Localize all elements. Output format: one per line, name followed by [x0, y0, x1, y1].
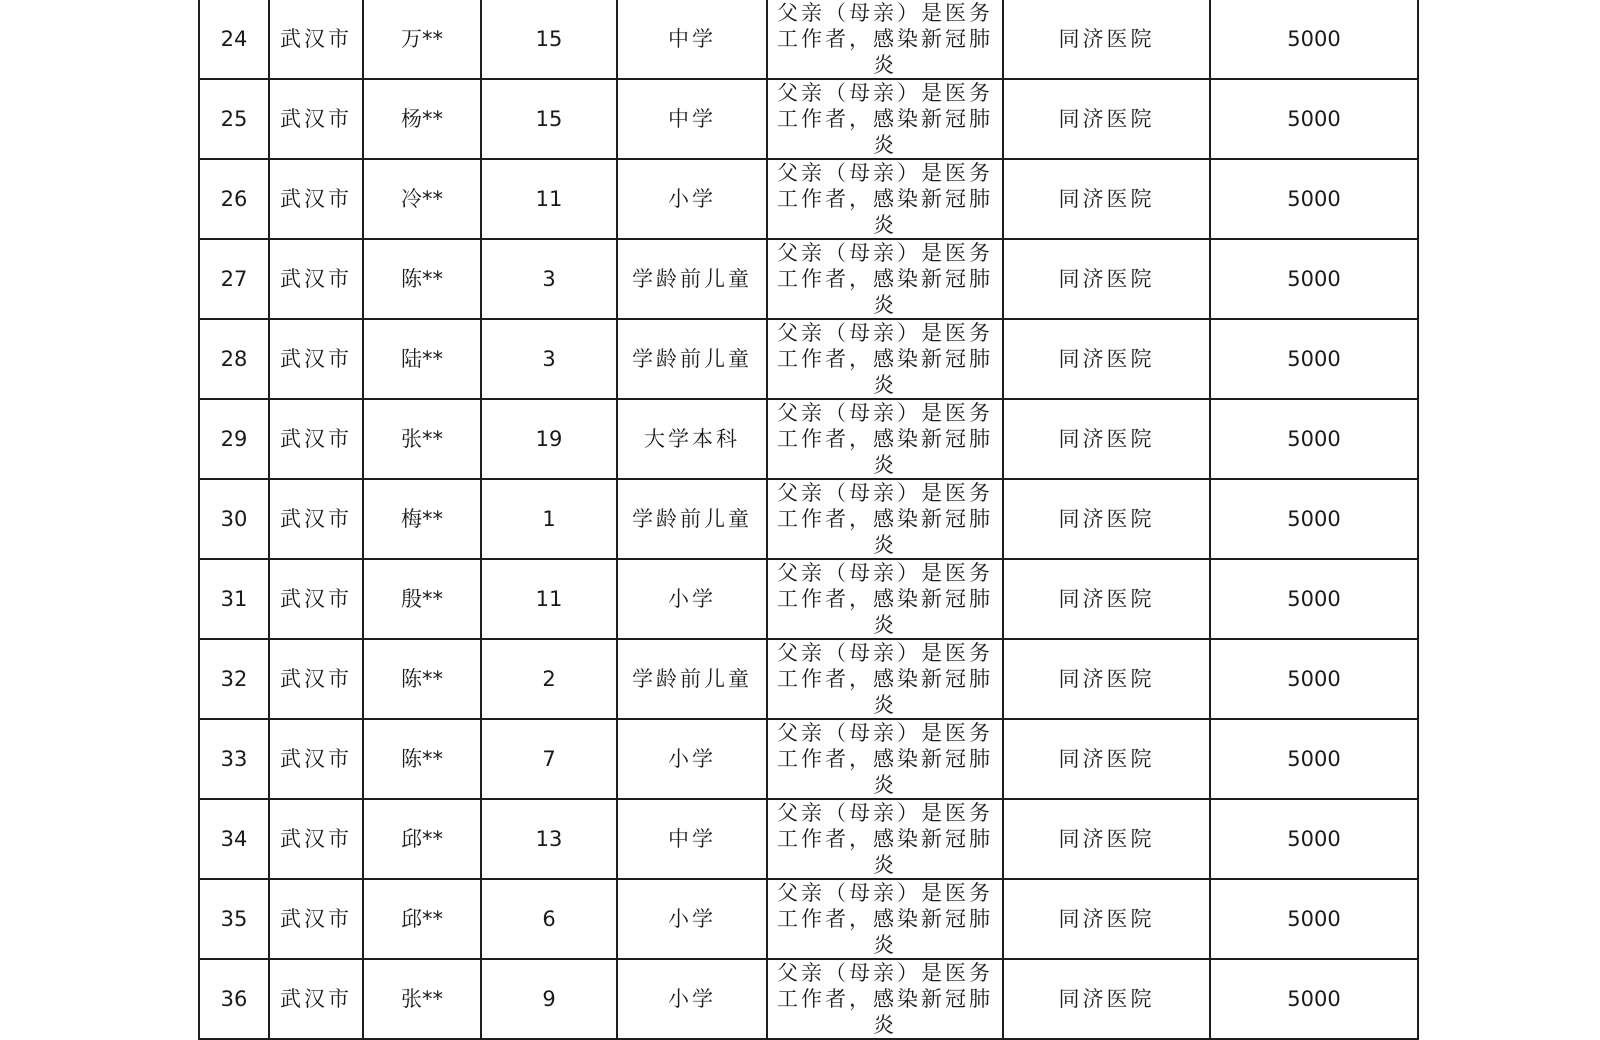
cell-hospital: 同济医院: [1003, 479, 1210, 559]
cell-number: 25: [199, 79, 269, 159]
cell-age: 15: [481, 0, 617, 79]
table-row: [199, 79, 1418, 159]
cell-number: 26: [199, 159, 269, 239]
cell-age: 11: [481, 559, 617, 639]
cell-amount: 5000: [1210, 319, 1418, 399]
cell-name: 陈**: [363, 239, 481, 319]
cell-age: 1: [481, 479, 617, 559]
table-row: [199, 639, 1418, 719]
cell-amount: 5000: [1210, 479, 1418, 559]
cell-amount: 5000: [1210, 959, 1418, 1039]
cell-number: 34: [199, 799, 269, 879]
cell-education: 小学: [617, 559, 767, 639]
table-row: [199, 159, 1418, 239]
cell-education: 学龄前儿童: [617, 239, 767, 319]
cell-amount: 5000: [1210, 79, 1418, 159]
cell-hospital: 同济医院: [1003, 79, 1210, 159]
cell-reason: 父亲（母亲）是医务工作者，感染新冠肺炎: [767, 239, 1003, 319]
cell-age: 9: [481, 959, 617, 1039]
cell-city: 武汉市: [269, 959, 363, 1039]
cell-number: 29: [199, 399, 269, 479]
cell-name: 冷**: [363, 159, 481, 239]
cell-amount: 5000: [1210, 639, 1418, 719]
cell-reason: 父亲（母亲）是医务工作者，感染新冠肺炎: [767, 0, 1003, 79]
cell-reason: 父亲（母亲）是医务工作者，感染新冠肺炎: [767, 159, 1003, 239]
recipient-table: [198, 0, 1419, 1040]
cell-amount: 5000: [1210, 879, 1418, 959]
cell-education: 小学: [617, 719, 767, 799]
cell-city: 武汉市: [269, 159, 363, 239]
cell-number: 35: [199, 879, 269, 959]
cell-hospital: 同济医院: [1003, 159, 1210, 239]
cell-amount: 5000: [1210, 559, 1418, 639]
cell-education: 大学本科: [617, 399, 767, 479]
cell-reason: 父亲（母亲）是医务工作者，感染新冠肺炎: [767, 879, 1003, 959]
table-row: [199, 0, 1418, 79]
cell-number: 27: [199, 239, 269, 319]
cell-age: 11: [481, 159, 617, 239]
cell-city: 武汉市: [269, 0, 363, 79]
cell-education: 小学: [617, 879, 767, 959]
cell-name: 张**: [363, 959, 481, 1039]
cell-age: 13: [481, 799, 617, 879]
cell-hospital: 同济医院: [1003, 719, 1210, 799]
cell-hospital: 同济医院: [1003, 319, 1210, 399]
cell-city: 武汉市: [269, 879, 363, 959]
cell-amount: 5000: [1210, 799, 1418, 879]
cell-hospital: 同济医院: [1003, 399, 1210, 479]
cell-number: 32: [199, 639, 269, 719]
cell-reason: 父亲（母亲）是医务工作者，感染新冠肺炎: [767, 719, 1003, 799]
cell-amount: 5000: [1210, 719, 1418, 799]
cell-reason: 父亲（母亲）是医务工作者，感染新冠肺炎: [767, 399, 1003, 479]
cell-name: 陆**: [363, 319, 481, 399]
cell-city: 武汉市: [269, 639, 363, 719]
cell-city: 武汉市: [269, 239, 363, 319]
table-row: [199, 319, 1418, 399]
cell-hospital: 同济医院: [1003, 879, 1210, 959]
cell-name: 梅**: [363, 479, 481, 559]
cell-education: 中学: [617, 799, 767, 879]
cell-city: 武汉市: [269, 559, 363, 639]
cell-name: 杨**: [363, 79, 481, 159]
cell-name: 邱**: [363, 799, 481, 879]
cell-age: 3: [481, 319, 617, 399]
cell-name: 陈**: [363, 719, 481, 799]
cell-amount: 5000: [1210, 0, 1418, 79]
cell-number: 36: [199, 959, 269, 1039]
cell-number: 28: [199, 319, 269, 399]
table-row: [199, 239, 1418, 319]
cell-reason: 父亲（母亲）是医务工作者，感染新冠肺炎: [767, 799, 1003, 879]
cell-hospital: 同济医院: [1003, 959, 1210, 1039]
document-page: [198, 0, 1417, 1037]
table-row: [199, 799, 1418, 879]
cell-name: 张**: [363, 399, 481, 479]
cell-hospital: 同济医院: [1003, 799, 1210, 879]
cell-city: 武汉市: [269, 719, 363, 799]
cell-education: 学龄前儿童: [617, 479, 767, 559]
cell-city: 武汉市: [269, 479, 363, 559]
cell-hospital: 同济医院: [1003, 239, 1210, 319]
cell-city: 武汉市: [269, 79, 363, 159]
cell-hospital: 同济医院: [1003, 0, 1210, 79]
cell-education: 中学: [617, 79, 767, 159]
table-row: [199, 559, 1418, 639]
cell-age: 15: [481, 79, 617, 159]
cell-amount: 5000: [1210, 239, 1418, 319]
table-body: [199, 0, 1418, 1039]
cell-reason: 父亲（母亲）是医务工作者，感染新冠肺炎: [767, 79, 1003, 159]
cell-reason: 父亲（母亲）是医务工作者，感染新冠肺炎: [767, 319, 1003, 399]
cell-number: 31: [199, 559, 269, 639]
cell-name: 殷**: [363, 559, 481, 639]
cell-age: 2: [481, 639, 617, 719]
table-row: [199, 479, 1418, 559]
table-row: [199, 399, 1418, 479]
cell-education: 学龄前儿童: [617, 639, 767, 719]
cell-age: 7: [481, 719, 617, 799]
table-row: [199, 719, 1418, 799]
cell-education: 小学: [617, 159, 767, 239]
cell-education: 学龄前儿童: [617, 319, 767, 399]
cell-number: 24: [199, 0, 269, 79]
cell-amount: 5000: [1210, 399, 1418, 479]
cell-age: 6: [481, 879, 617, 959]
cell-number: 33: [199, 719, 269, 799]
cell-city: 武汉市: [269, 319, 363, 399]
cell-city: 武汉市: [269, 399, 363, 479]
cell-reason: 父亲（母亲）是医务工作者，感染新冠肺炎: [767, 559, 1003, 639]
cell-age: 3: [481, 239, 617, 319]
cell-education: 小学: [617, 959, 767, 1039]
cell-reason: 父亲（母亲）是医务工作者，感染新冠肺炎: [767, 959, 1003, 1039]
cell-hospital: 同济医院: [1003, 639, 1210, 719]
cell-reason: 父亲（母亲）是医务工作者，感染新冠肺炎: [767, 479, 1003, 559]
cell-name: 万**: [363, 0, 481, 79]
cell-number: 30: [199, 479, 269, 559]
cell-name: 邱**: [363, 879, 481, 959]
table-row: [199, 959, 1418, 1039]
cell-name: 陈**: [363, 639, 481, 719]
cell-hospital: 同济医院: [1003, 559, 1210, 639]
cell-education: 中学: [617, 0, 767, 79]
cell-amount: 5000: [1210, 159, 1418, 239]
cell-city: 武汉市: [269, 799, 363, 879]
table-row: [199, 879, 1418, 959]
cell-age: 19: [481, 399, 617, 479]
cell-reason: 父亲（母亲）是医务工作者，感染新冠肺炎: [767, 639, 1003, 719]
